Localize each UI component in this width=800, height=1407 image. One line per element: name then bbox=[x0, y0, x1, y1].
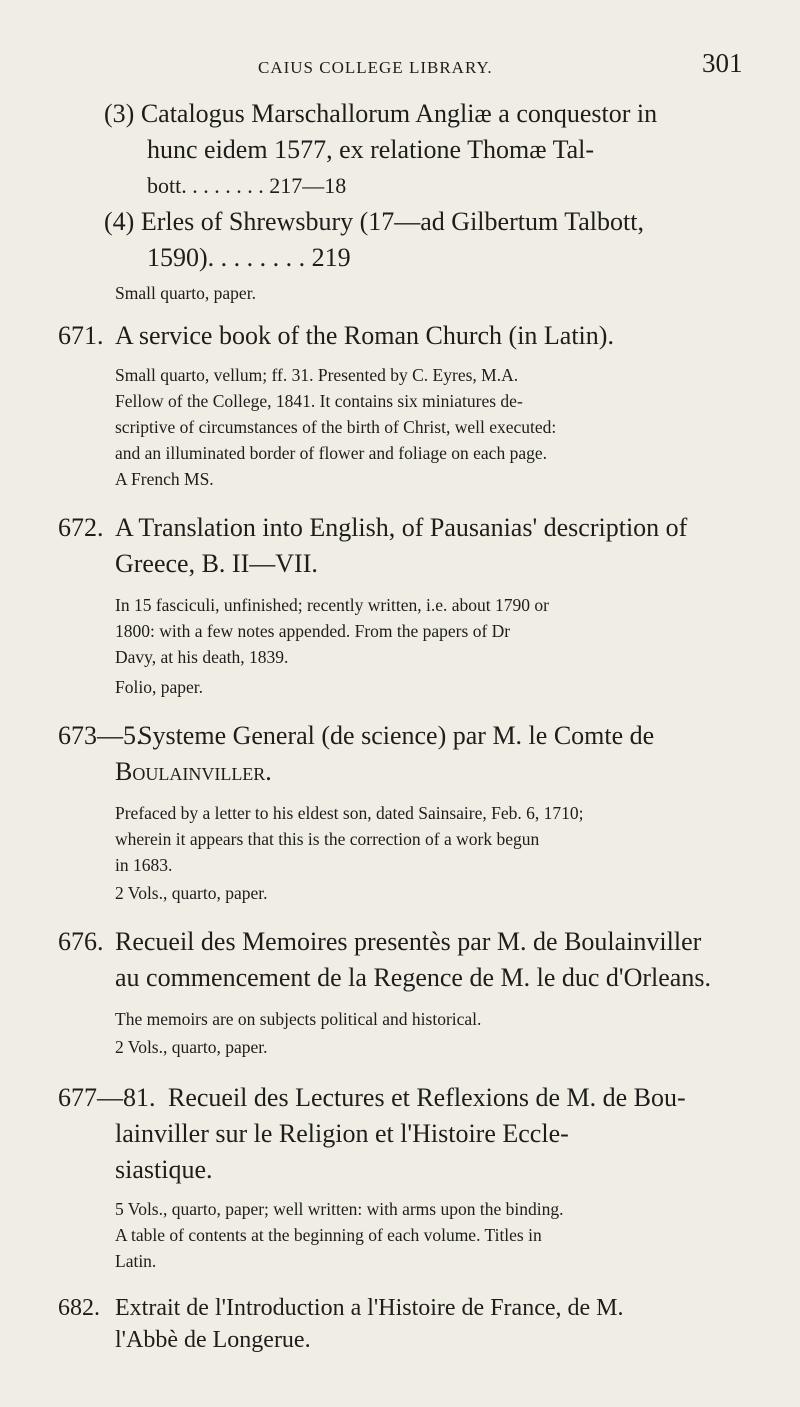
entry-line: (3) Catalogus Marschallorum Angliæ a conquestor in bbox=[104, 99, 658, 128]
note-line: Folio, paper. bbox=[115, 677, 203, 697]
entry-title: Boulainviller. bbox=[115, 757, 272, 786]
note-line: and an illuminated border of flower and foliage on each page. bbox=[115, 443, 547, 463]
entry-title: Recueil des Memoires presentès par M. de Boulainviller bbox=[115, 927, 702, 956]
running-head: CAIUS COLLEGE LIBRARY. bbox=[258, 58, 493, 77]
entry-title: lainviller sur le Religion et l'Histoire Eccle- bbox=[115, 1119, 569, 1148]
entry-line: 1590). . . . . . . . 219 bbox=[147, 243, 351, 272]
entry-title: A Translation into English, of Pausanias' description of bbox=[115, 513, 688, 542]
entry-number: 672. bbox=[58, 513, 104, 542]
entry-title: l'Abbè de Longerue. bbox=[115, 1327, 311, 1353]
note-line: Fellow of the College, 1841. It contains six miniatures de- bbox=[115, 391, 523, 411]
entry-title: Extrait de l'Introduction a l'Histoire de France, de M. bbox=[115, 1295, 624, 1321]
note-line: Small quarto, vellum; ff. 31. Presented by C. Eyres, M.A. bbox=[115, 365, 519, 385]
note-line: in 1683. bbox=[115, 855, 173, 875]
entry-number: 673—5. bbox=[58, 721, 143, 750]
note-line: 2 Vols., quarto, paper. bbox=[115, 1037, 268, 1057]
entry-title: siastique. bbox=[115, 1155, 213, 1184]
note-line: A table of contents at the beginning of each volume. Titles in bbox=[115, 1225, 542, 1245]
entry-title: A service book of the Roman Church (in Latin). bbox=[115, 321, 614, 350]
entry-line: (4) Erles of Shrewsbury (17—ad Gilbertum Talbott, bbox=[104, 207, 644, 236]
entry-line: bott. . . . . . . . 217—18 bbox=[147, 173, 347, 198]
note-line: wherein it appears that this is the correction of a work begun bbox=[115, 829, 540, 849]
note-line: 5 Vols., quarto, paper; well written: with arms upon the binding. bbox=[115, 1199, 564, 1219]
note-line: 2 Vols., quarto, paper. bbox=[115, 883, 268, 903]
entry-number: 677—81. bbox=[58, 1083, 156, 1112]
entry-number: 682. bbox=[58, 1295, 100, 1321]
note-line: Prefaced by a letter to his eldest son, dated Sainsaire, Feb. 6, 1710; bbox=[115, 803, 584, 823]
note-line: scriptive of circumstances of the birth of Christ, well executed: bbox=[115, 417, 557, 437]
note-line: The memoirs are on subjects political and historical. bbox=[115, 1009, 482, 1029]
note-line: A French MS. bbox=[115, 469, 214, 489]
note-line: 1800: with a few notes appended. From the papers of Dr bbox=[115, 621, 511, 641]
entry-line: hunc eidem 1577, ex relatione Thomæ Tal- bbox=[147, 135, 595, 164]
note-line: Davy, at his death, 1839. bbox=[115, 647, 289, 667]
entry-title: Recueil des Lectures et Reflexions de M. de Bou- bbox=[168, 1083, 686, 1112]
entry-number: 671. bbox=[58, 321, 104, 350]
note-line: In 15 fasciculi, unfinished; recently written, i.e. about 1790 or bbox=[115, 595, 549, 615]
note-line: Small quarto, paper. bbox=[115, 283, 256, 303]
entry-number: 676. bbox=[58, 927, 104, 956]
note-line: Latin. bbox=[115, 1251, 157, 1271]
page-number: 301 bbox=[702, 48, 743, 78]
entry-title: Systeme General (de science) par M. le Comte de bbox=[138, 721, 655, 750]
entry-title: Greece, B. II—VII. bbox=[115, 549, 318, 578]
entry-title: au commencement de la Regence de M. le duc d'Orleans. bbox=[115, 963, 711, 992]
